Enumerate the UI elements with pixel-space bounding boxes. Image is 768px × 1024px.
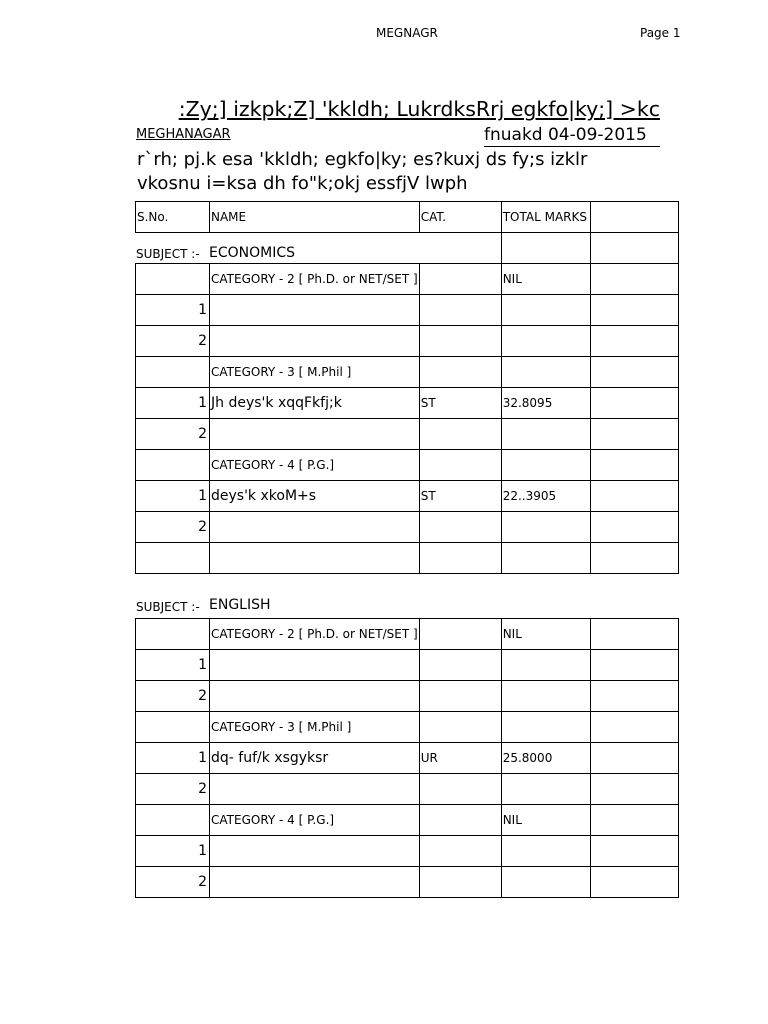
table-row: 1 [136,836,679,867]
category-label: CATEGORY - 3 [ M.Phil ] [210,357,420,388]
candidate-marks: 25.8000 [501,743,590,774]
category-value: NIL [501,264,590,295]
col-marks: TOTAL MARKS [501,202,590,233]
category-label: CATEGORY - 2 [ Ph.D. or NET/SET ] [210,619,420,650]
candidate-marks: 32.8095 [501,388,590,419]
candidate-name: dq- fuf/k xsgyksr [210,743,420,774]
table-row [136,805,679,836]
table-row: 1 Jh deys'k xqqFkfj;k ST 32.8095 [136,388,679,419]
table-row: 1 dq- fuf/k xsgyksr UR 25.8000 [136,743,679,774]
table-row: 2 [136,681,679,712]
subject-economics: ECONOMICS [209,245,296,261]
english-table [135,618,679,898]
subtitle-line-2: vkosnu i=ksa dh fo"k;okj essfjV lwph [137,173,468,194]
table-row [136,450,679,481]
col-sno: S.No. [136,202,210,233]
header-center: MEGNAGR [376,26,438,40]
city-name: MEGHANAGAR [136,127,231,142]
table-row: 1 deys'k xkoM+s ST 22..3905 [136,481,679,512]
table-row [136,712,679,743]
candidate-name: Jh deys'k xqqFkfj;k [210,388,420,419]
candidate-marks: 22..3905 [501,481,590,512]
col-name: NAME [210,202,420,233]
subtitle-line-1: r`rh; pj.k esa 'kkldh; egkfo|ky; es?kuxj ds fy;s izklr [137,149,588,170]
category-label: CATEGORY - 4 [ P.G.] [210,450,420,481]
candidate-cat: ST [419,388,501,419]
table-row: 2 [136,774,679,805]
category-value: NIL [501,619,590,650]
category-value: NIL [501,805,590,836]
table-row: 2 [136,867,679,898]
table-row: 2 [136,419,679,450]
table-row: 1 [136,650,679,681]
table-row [136,543,679,574]
col-cat: CAT. [419,202,501,233]
candidate-name: deys'k xkoM+s [210,481,420,512]
subject-label: SUBJECT :- [136,600,200,614]
table-row [136,357,679,388]
table-row [136,619,679,650]
title-text: :Zy;] izkpk;Z] 'kkldh; LukrdksRrj egkfo|ky;] >kc [178,97,660,121]
document-date: fnuakd 04-09-2015 [484,124,660,147]
subject-label: SUBJECT :- [136,247,200,261]
table-row: 2 [136,512,679,543]
table-header-row [136,202,679,233]
page-number: Page 1 [640,26,681,40]
candidate-cat: UR [419,743,501,774]
candidate-cat: ST [419,481,501,512]
subject-english: ENGLISH [209,597,271,613]
table-row: 1 [136,295,679,326]
category-label: CATEGORY - 2 [ Ph.D. or NET/SET ] [210,264,420,295]
table-row: 2 [136,326,679,357]
category-label: CATEGORY - 3 [ M.Phil ] [210,712,420,743]
document-title [135,96,660,122]
table-row [136,264,679,295]
category-label: CATEGORY - 4 [ P.G.] [210,805,420,836]
